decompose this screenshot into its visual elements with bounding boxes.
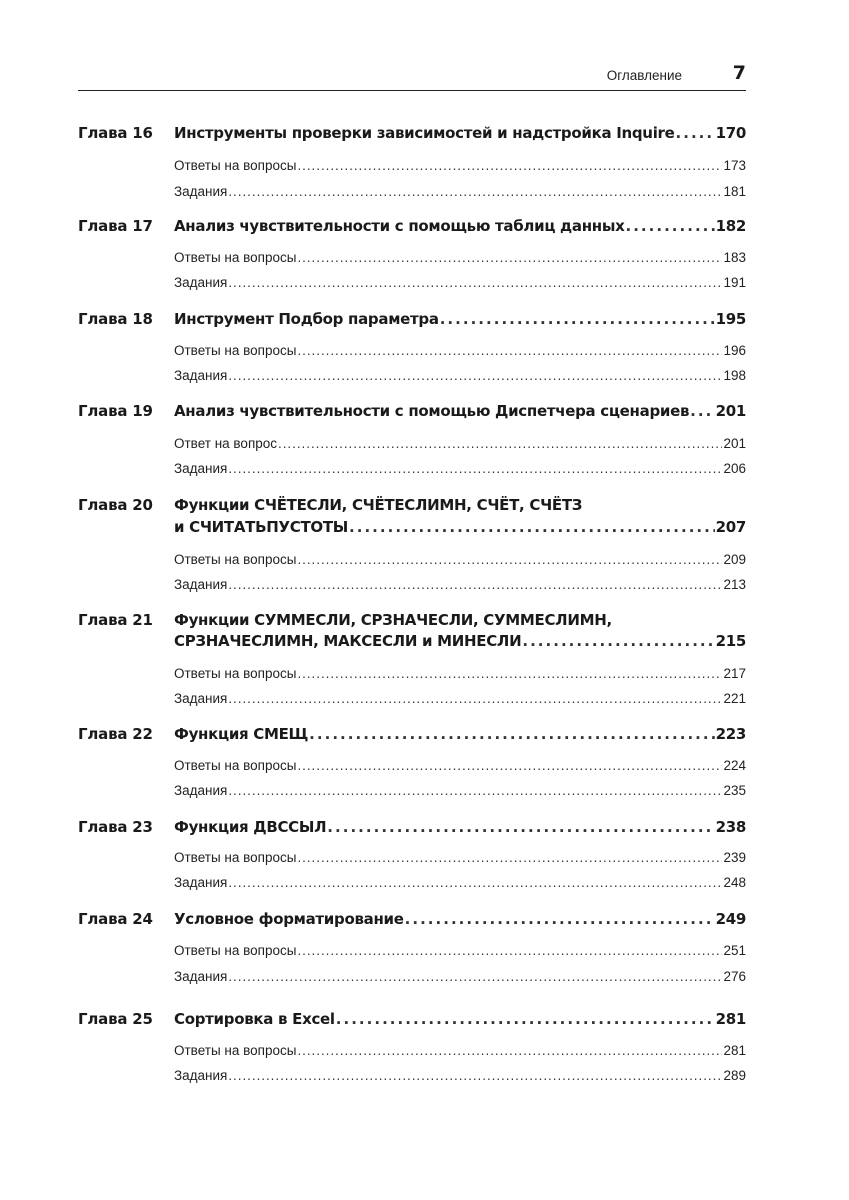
section-title: Задания [174,969,228,984]
dot-leader [676,124,715,142]
chapter-label: Глава 16 [78,124,153,142]
dot-leader [228,184,722,199]
dot-leader [297,250,722,265]
dot-leader [297,666,722,681]
section-row[interactable] [174,461,746,476]
chapter-title: Инструмент Подбор параметра [174,310,439,328]
dot-leader [228,1068,722,1083]
section-page: 206 [723,461,746,476]
section-title: Задания [174,368,228,383]
chapter-title-row[interactable] [174,310,746,328]
section-page: 239 [723,850,746,865]
section-page: 201 [723,436,746,451]
section-row[interactable] [174,552,746,567]
section-page: 196 [723,343,746,358]
section-page: 248 [723,875,746,890]
section-title: Ответы на вопросы [174,343,297,358]
chapter-page: 215 [715,632,746,650]
section-page: 213 [723,577,746,592]
section-title: Задания [174,691,228,706]
dot-leader [297,552,722,567]
section-row[interactable] [174,850,746,865]
page-number: 7 [732,62,746,84]
chapter-title-line1: Функции СЧЁТЕСЛИ, СЧЁТЕСЛИМН, СЧЁТ, СЧЁТЗ [174,496,583,514]
chapter-page: 195 [715,310,746,328]
chapter-title-row[interactable] [174,217,746,235]
section-title: Ответы на вопросы [174,850,297,865]
section-row[interactable] [174,250,746,265]
dot-leader [228,368,722,383]
section-row[interactable] [174,875,746,890]
section-title: Ответы на вопросы [174,943,297,958]
section-title: Ответы на вопросы [174,758,297,773]
section-page: 191 [723,275,746,290]
section-title: Задания [174,461,228,476]
section-title: Ответы на вопросы [174,158,297,173]
section-row[interactable] [174,666,746,681]
dot-leader [309,725,714,743]
section-row[interactable] [174,368,746,383]
section-page: 221 [723,691,746,706]
dot-leader [690,402,714,420]
chapter-title: Инструменты проверки зависимостей и надстройка Inquire [174,124,675,142]
section-page: 173 [723,158,746,173]
dot-leader [297,1043,722,1058]
chapter-page: 182 [715,217,746,235]
section-row[interactable] [174,577,746,592]
chapter-title-row[interactable] [174,124,746,142]
dot-leader [278,436,722,451]
section-page: 251 [723,943,746,958]
dot-leader [228,875,722,890]
chapter-label: Глава 25 [78,1010,153,1028]
chapter-title: СРЗНАЧЕСЛИМН, МАКСЕСЛИ и МИНЕСЛИ [174,632,522,650]
chapter-page: 249 [715,910,746,928]
chapter-label: Глава 23 [78,818,153,836]
chapter-label: Глава 19 [78,402,153,420]
dot-leader [297,343,722,358]
chapter-page: 281 [715,1010,746,1028]
section-row[interactable] [174,691,746,706]
section-title: Ответ на вопрос [174,436,278,451]
chapter-title: и СЧИТАТЬПУСТОТЫ [174,518,349,536]
section-title: Задания [174,875,228,890]
section-row[interactable] [174,184,746,199]
section-row[interactable] [174,969,746,984]
dot-leader [297,158,722,173]
section-row[interactable] [174,158,746,173]
chapter-title: Сортировка в Excel [174,1010,335,1028]
chapter-page: 238 [715,818,746,836]
section-page: 235 [723,783,746,798]
dot-leader [228,783,722,798]
dot-leader [625,217,714,235]
dot-leader [297,850,722,865]
chapter-label: Глава 22 [78,725,153,743]
section-title: Ответы на вопросы [174,552,297,567]
chapter-title: Условное форматирование [174,910,404,928]
section-row[interactable] [174,275,746,290]
section-row[interactable] [174,436,746,451]
section-page: 181 [723,184,746,199]
section-row[interactable] [174,943,746,958]
chapter-title-line1: Функции СУММЕСЛИ, СРЗНАЧЕСЛИ, СУММЕСЛИМН, [174,611,612,629]
chapter-title-row[interactable] [174,402,746,420]
dot-leader [228,969,722,984]
dot-leader [349,518,715,536]
section-page: 224 [723,758,746,773]
section-row[interactable] [174,783,746,798]
section-page: 289 [723,1068,746,1083]
dot-leader [228,275,722,290]
section-title: Задания [174,577,228,592]
chapter-label: Глава 24 [78,910,153,928]
dot-leader [336,1010,715,1028]
dot-leader [297,943,722,958]
chapter-title-row[interactable] [174,725,746,743]
chapter-title: Функция СМЕЩ [174,725,309,743]
chapter-title: Анализ чувствительности с помощью Диспетчера сценариев [174,402,690,420]
section-title: Ответы на вопросы [174,250,297,265]
section-page: 198 [723,368,746,383]
dot-leader [405,910,715,928]
section-title: Ответы на вопросы [174,1043,297,1058]
section-page: 183 [723,250,746,265]
section-title: Ответы на вопросы [174,666,297,681]
dot-leader [297,758,722,773]
dot-leader [440,310,715,328]
dot-leader [228,691,722,706]
chapter-label: Глава 18 [78,310,153,328]
section-title: Задания [174,275,228,290]
chapter-title: Анализ чувствительности с помощью таблиц данных [174,217,625,235]
section-page: 281 [723,1043,746,1058]
section-title: Задания [174,184,228,199]
dot-leader [228,577,722,592]
section-row[interactable] [174,343,746,358]
chapter-label: Глава 20 [78,496,153,514]
page-header [78,62,746,91]
dot-leader [327,818,714,836]
section-page: 276 [723,969,746,984]
section-page: 217 [723,666,746,681]
dot-leader [522,632,714,650]
chapter-title-row[interactable] [174,818,746,836]
chapter-title-row[interactable] [174,632,746,650]
section-row[interactable] [174,758,746,773]
chapter-page: 201 [715,402,746,420]
section-row[interactable] [174,1068,746,1083]
chapter-label: Глава 21 [78,611,153,629]
chapter-title-row[interactable] [174,518,746,536]
running-title: Оглавление [606,68,682,83]
dot-leader [228,461,722,476]
chapter-page: 207 [715,518,746,536]
chapter-title-row[interactable] [174,910,746,928]
section-title: Задания [174,1068,228,1083]
section-row[interactable] [174,1043,746,1058]
section-page: 209 [723,552,746,567]
chapter-page: 170 [715,124,746,142]
section-title: Задания [174,783,228,798]
chapter-label: Глава 17 [78,217,153,235]
chapter-page: 223 [715,725,746,743]
chapter-title-row[interactable] [174,1010,746,1028]
chapter-title: Функция ДВССЫЛ [174,818,327,836]
